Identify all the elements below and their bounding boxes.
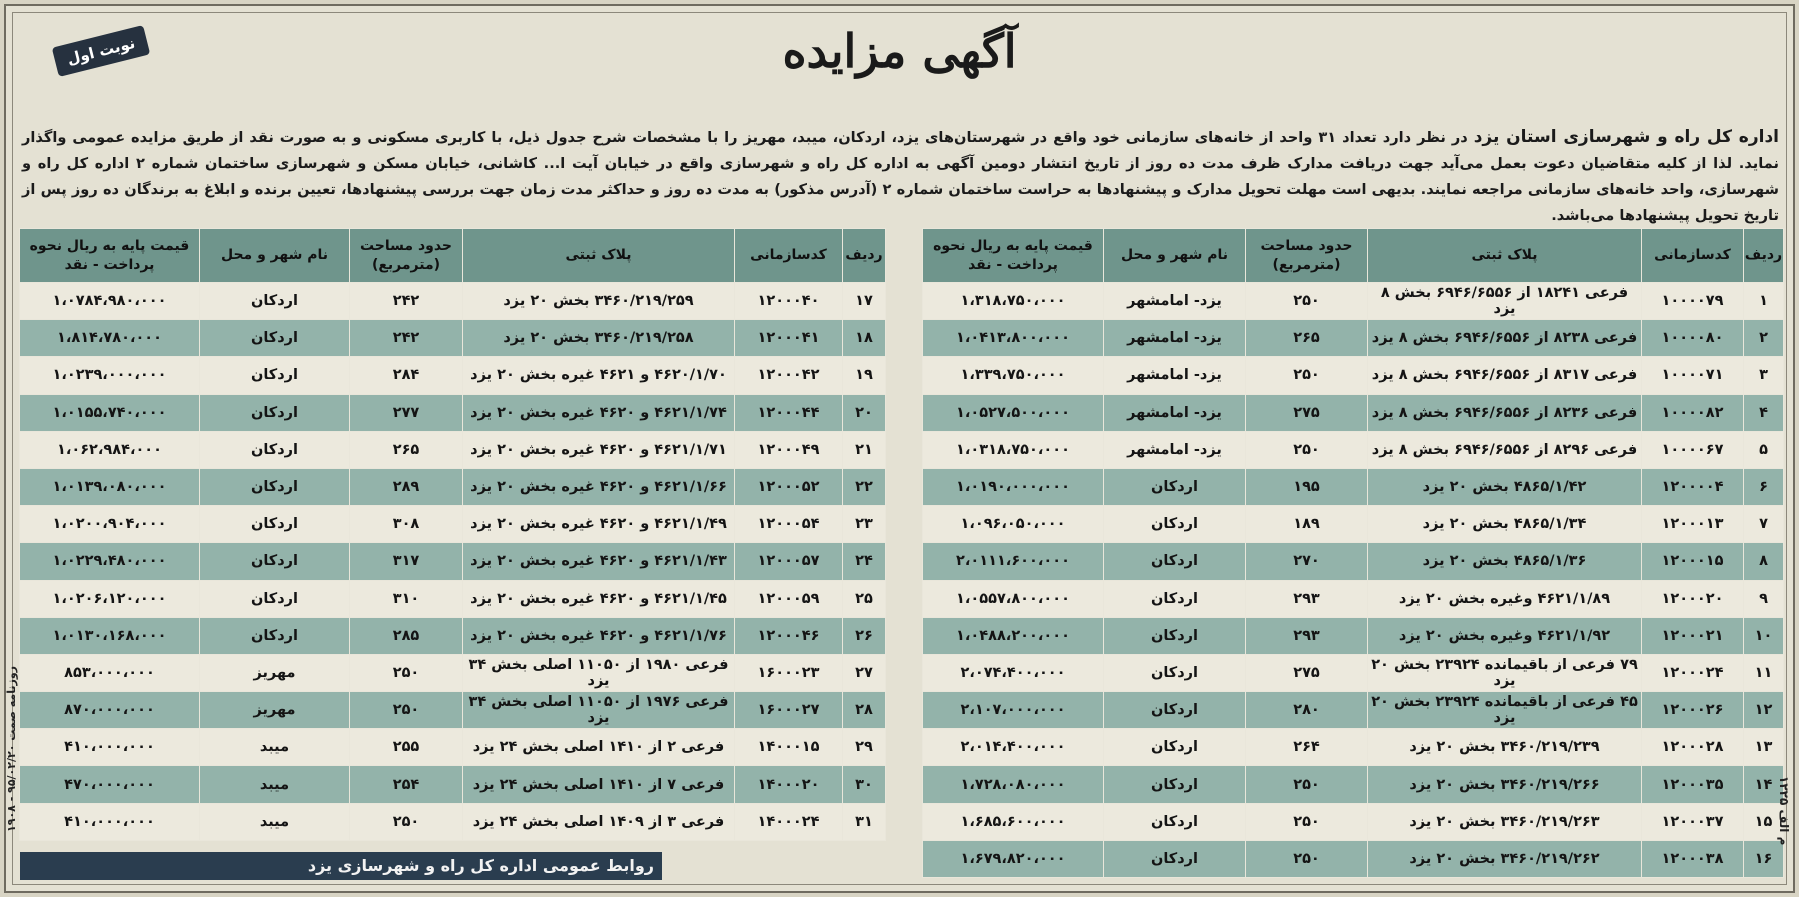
row-number-cell: ۹ xyxy=(1744,580,1784,617)
area-cell: ۲۵۰ xyxy=(350,654,463,691)
header-code: کدسازمانی xyxy=(735,229,843,283)
table-row xyxy=(20,394,886,431)
area-cell: ۲۶۴ xyxy=(1246,729,1368,766)
price-cell: ۸۵۳،۰۰۰،۰۰۰ xyxy=(20,654,200,691)
table-row xyxy=(923,617,1784,654)
organization-name: اداره کل راه و شهرسازی استان یزد xyxy=(1473,127,1779,147)
row-number-cell: ۱۴ xyxy=(1744,766,1784,803)
plate-cell: فرعی ۲ از ۱۴۱۰ اصلی بخش ۲۴ یزد xyxy=(463,729,735,766)
table-row xyxy=(923,468,1784,505)
price-cell: ۴۷۰،۰۰۰،۰۰۰ xyxy=(20,766,200,803)
code-cell: ۱۲۰۰۰۲۱ xyxy=(1642,617,1744,654)
city-cell: اردکان xyxy=(1104,692,1246,729)
plate-cell: فرعی ۳ از ۱۴۰۹ اصلی بخش ۲۴ یزد xyxy=(463,803,735,840)
price-cell: ۱،۰۵۲۷،۵۰۰،۰۰۰ xyxy=(923,394,1104,431)
row-number-cell: ۲ xyxy=(1744,320,1784,357)
row-number-cell: ۱۶ xyxy=(1744,840,1784,877)
code-cell: ۱۲۰۰۰۳۸ xyxy=(1642,840,1744,877)
price-cell: ۱،۰۳۱۸،۷۵۰،۰۰۰ xyxy=(923,431,1104,468)
plate-cell: ۴۶۲۱/۱/۷۶ و ۴۶۲۰ غیره بخش ۲۰ یزد xyxy=(463,617,735,654)
table-row xyxy=(20,692,886,729)
price-cell: ۲،۰۱۴،۴۰۰،۰۰۰ xyxy=(923,729,1104,766)
table-row xyxy=(923,543,1784,580)
price-cell: ۱،۰۴۱۳،۸۰۰،۰۰۰ xyxy=(923,320,1104,357)
city-cell: اردکان xyxy=(200,431,350,468)
plate-cell: ۳۴۶۰/۲۱۹/۲۳۹ بخش ۲۰ یزد xyxy=(1368,729,1642,766)
city-cell: اردکان xyxy=(200,543,350,580)
row-number-cell: ۴ xyxy=(1744,394,1784,431)
table-row xyxy=(20,617,886,654)
city-cell: اردکان xyxy=(1104,468,1246,505)
row-number-cell: ۱۳ xyxy=(1744,729,1784,766)
row-number-cell: ۵ xyxy=(1744,431,1784,468)
area-cell: ۳۱۷ xyxy=(350,543,463,580)
city-cell: اردکان xyxy=(1104,803,1246,840)
code-cell: ۱۲۰۰۰۵۹ xyxy=(735,580,843,617)
code-cell: ۱۴۰۰۰۲۴ xyxy=(735,803,843,840)
city-cell: میبد xyxy=(200,803,350,840)
city-cell: اردکان xyxy=(1104,729,1246,766)
code-cell: ۱۲۰۰۰۲۸ xyxy=(1642,729,1744,766)
code-cell: ۱۲۰۰۰۳۷ xyxy=(1642,803,1744,840)
code-cell: ۱۲۰۰۰۴۶ xyxy=(735,617,843,654)
table-row xyxy=(923,431,1784,468)
plate-cell: ۴۶۲۱/۱/۴۹ و ۴۶۲۰ غیره بخش ۲۰ یزد xyxy=(463,506,735,543)
code-cell: ۱۰۰۰۰۷۱ xyxy=(1642,357,1744,394)
code-cell: ۱۲۰۰۰۴۲ xyxy=(735,357,843,394)
code-cell: ۱۲۰۰۰۵۷ xyxy=(735,543,843,580)
area-cell: ۲۵۰ xyxy=(1246,803,1368,840)
plate-cell: ۳۴۶۰/۲۱۹/۲۶۶ بخش ۲۰ یزد xyxy=(1368,766,1642,803)
row-number-cell: ۷ xyxy=(1744,506,1784,543)
signature-bar: روابط عمومی اداره کل راه و شهرسازی یزد xyxy=(20,852,662,880)
header-city: نام شهر و محل xyxy=(200,229,350,283)
city-cell: اردکان xyxy=(200,320,350,357)
plate-cell: ۴۶۲۱/۱/۴۳ و ۴۶۲۰ غیره بخش ۲۰ یزد xyxy=(463,543,735,580)
area-cell: ۲۵۰ xyxy=(1246,283,1368,320)
area-cell: ۲۷۵ xyxy=(1246,394,1368,431)
code-cell: ۱۰۰۰۰۶۷ xyxy=(1642,431,1744,468)
plate-cell: ۳۴۶۰/۲۱۹/۲۶۲ بخش ۲۰ یزد xyxy=(1368,840,1642,877)
code-cell: ۱۲۰۰۰۲۰ xyxy=(1642,580,1744,617)
table-header-row xyxy=(923,229,1784,283)
row-number-cell: ۲۲ xyxy=(843,468,886,505)
plate-cell: ۷۹ فرعی از باقیمانده ۲۳۹۲۴ بخش ۲۰ یزد xyxy=(1368,654,1642,691)
table-row xyxy=(923,506,1784,543)
plate-cell: فرعی ۱۹۷۶ از ۱۱۰۵۰ اصلی بخش ۳۴ یزد xyxy=(463,692,735,729)
ad-title: آگهی مزایده xyxy=(782,24,1017,78)
plate-cell: ۴۵ فرعی از باقیمانده ۲۳۹۲۴ بخش ۲۰ یزد xyxy=(1368,692,1642,729)
plate-cell: فرعی ۱۸۲۴۱ از ۶۹۴۶/۶۵۵۶ بخش ۸ یزد xyxy=(1368,283,1642,320)
area-cell: ۲۸۵ xyxy=(350,617,463,654)
area-cell: ۳۰۸ xyxy=(350,506,463,543)
city-cell: اردکان xyxy=(1104,543,1246,580)
newspaper-stamp: روزنامه صمت ۹۵/۰۲/۲۰ - ۱۹۰۸ xyxy=(5,666,18,832)
header-code: کدسازمانی xyxy=(1642,229,1744,283)
area-cell: ۲۶۵ xyxy=(350,431,463,468)
table-row xyxy=(923,840,1784,877)
intro-paragraph xyxy=(22,124,1779,229)
row-number-cell: ۳ xyxy=(1744,357,1784,394)
price-cell: ۱،۰۱۹۰،۰۰۰،۰۰۰ xyxy=(923,468,1104,505)
edition-badge: نوبت اول xyxy=(52,25,150,77)
area-cell: ۲۷۰ xyxy=(1246,543,1368,580)
city-cell: اردکان xyxy=(1104,766,1246,803)
table-right xyxy=(923,228,1784,878)
plate-cell: فرعی ۸۲۳۶ از ۶۹۴۶/۶۵۵۶ بخش ۸ یزد xyxy=(1368,394,1642,431)
code-cell: ۱۲۰۰۰۴۰ xyxy=(735,283,843,320)
area-cell: ۲۴۲ xyxy=(350,320,463,357)
table-row xyxy=(923,580,1784,617)
price-cell: ۴۱۰،۰۰۰،۰۰۰ xyxy=(20,729,200,766)
price-cell: ۱،۳۱۸،۷۵۰،۰۰۰ xyxy=(923,283,1104,320)
table-row xyxy=(20,320,886,357)
city-cell: اردکان xyxy=(200,357,350,394)
city-cell: یزد- امامشهر xyxy=(1104,394,1246,431)
city-cell: اردکان xyxy=(200,468,350,505)
properties-table-1 xyxy=(922,228,1784,878)
plate-cell: ۴۶۲۰/۱/۷۰ و ۴۶۲۱ غیره بخش ۲۰ یزد xyxy=(463,357,735,394)
table-row xyxy=(923,729,1784,766)
row-number-cell: ۲۱ xyxy=(843,431,886,468)
city-cell: اردکان xyxy=(1104,654,1246,691)
area-cell: ۲۵۰ xyxy=(1246,766,1368,803)
header-plate: پلاک ثبتی xyxy=(1368,229,1642,283)
price-cell: ۱،۰۲۰۶،۱۲۰،۰۰۰ xyxy=(20,580,200,617)
plate-cell: فرعی ۷ از ۱۴۱۰ اصلی بخش ۲۴ یزد xyxy=(463,766,735,803)
row-number-cell: ۱۲ xyxy=(1744,692,1784,729)
plate-cell: ۴۶۲۱/۱/۷۴ و ۴۶۲۰ غیره بخش ۲۰ یزد xyxy=(463,394,735,431)
table-row xyxy=(923,394,1784,431)
city-cell: میبد xyxy=(200,766,350,803)
table-row xyxy=(20,357,886,394)
plate-cell: ۴۸۶۵/۱/۴۲ بخش ۲۰ یزد xyxy=(1368,468,1642,505)
plate-cell: فرعی ۸۲۳۸ از ۶۹۴۶/۶۵۵۶ بخش ۸ یزد xyxy=(1368,320,1642,357)
area-cell: ۲۴۲ xyxy=(350,283,463,320)
row-number-cell: ۲۸ xyxy=(843,692,886,729)
row-number-cell: ۱ xyxy=(1744,283,1784,320)
code-cell: ۱۲۰۰۰۲۴ xyxy=(1642,654,1744,691)
code-cell: ۱۲۰۰۰۲۶ xyxy=(1642,692,1744,729)
price-cell: ۱،۰۲۳۹،۰۰۰،۰۰۰ xyxy=(20,357,200,394)
area-cell: ۲۸۹ xyxy=(350,468,463,505)
ad-code: م الف ۱۲۲۵ xyxy=(1777,776,1791,846)
ad-page xyxy=(4,4,1795,893)
table-row xyxy=(923,803,1784,840)
table-left xyxy=(20,228,886,841)
city-cell: یزد- امامشهر xyxy=(1104,431,1246,468)
plate-cell: ۳۴۶۰/۲۱۹/۲۵۸ بخش ۲۰ یزد xyxy=(463,320,735,357)
city-cell: اردکان xyxy=(200,580,350,617)
row-number-cell: ۱۸ xyxy=(843,320,886,357)
header-city: نام شهر و محل xyxy=(1104,229,1246,283)
city-cell: مهریز xyxy=(200,692,350,729)
plate-cell: ۴۶۲۱/۱/۹۲ وغیره بخش ۲۰ یزد xyxy=(1368,617,1642,654)
area-cell: ۲۷۷ xyxy=(350,394,463,431)
area-cell: ۲۵۰ xyxy=(1246,431,1368,468)
code-cell: ۱۴۰۰۰۱۵ xyxy=(735,729,843,766)
city-cell: اردکان xyxy=(200,506,350,543)
plate-cell: فرعی ۸۳۱۷ از ۶۹۴۶/۶۵۵۶ بخش ۸ یزد xyxy=(1368,357,1642,394)
code-cell: ۱۲۰۰۰۳۵ xyxy=(1642,766,1744,803)
code-cell: ۱۲۰۰۰۵۲ xyxy=(735,468,843,505)
table-row xyxy=(20,506,886,543)
table-row xyxy=(20,431,886,468)
plate-cell: فرعی ۱۹۸۰ از ۱۱۰۵۰ اصلی بخش ۳۴ یزد xyxy=(463,654,735,691)
code-cell: ۱۲۰۰۰۱۵ xyxy=(1642,543,1744,580)
code-cell: ۱۲۰۰۰۰۴ xyxy=(1642,468,1744,505)
table-row xyxy=(20,580,886,617)
row-number-cell: ۶ xyxy=(1744,468,1784,505)
code-cell: ۱۶۰۰۰۲۳ xyxy=(735,654,843,691)
city-cell: اردکان xyxy=(1104,506,1246,543)
price-cell: ۱،۰۷۸۴،۹۸۰،۰۰۰ xyxy=(20,283,200,320)
city-cell: یزد- امامشهر xyxy=(1104,357,1246,394)
plate-cell: ۴۶۲۱/۱/۶۶ و ۴۶۲۰ غیره بخش ۲۰ یزد xyxy=(463,468,735,505)
price-cell: ۱،۳۳۹،۷۵۰،۰۰۰ xyxy=(923,357,1104,394)
code-cell: ۱۲۰۰۰۴۱ xyxy=(735,320,843,357)
city-cell: اردکان xyxy=(1104,617,1246,654)
plate-cell: ۴۶۲۱/۱/۸۹ وغیره بخش ۲۰ یزد xyxy=(1368,580,1642,617)
row-number-cell: ۲۷ xyxy=(843,654,886,691)
code-cell: ۱۲۰۰۰۴۹ xyxy=(735,431,843,468)
price-cell: ۱،۶۸۵،۶۰۰،۰۰۰ xyxy=(923,803,1104,840)
price-cell: ۸۷۰،۰۰۰،۰۰۰ xyxy=(20,692,200,729)
plate-cell: ۴۶۲۱/۱/۷۱ و ۴۶۲۰ غیره بخش ۲۰ یزد xyxy=(463,431,735,468)
plate-cell: فرعی ۸۲۹۶ از ۶۹۴۶/۶۵۵۶ بخش ۸ یزد xyxy=(1368,431,1642,468)
row-number-cell: ۲۵ xyxy=(843,580,886,617)
row-number-cell: ۱۰ xyxy=(1744,617,1784,654)
row-number-cell: ۲۹ xyxy=(843,729,886,766)
code-cell: ۱۶۰۰۰۲۷ xyxy=(735,692,843,729)
price-cell: ۱،۶۷۹،۸۲۰،۰۰۰ xyxy=(923,840,1104,877)
area-cell: ۲۹۳ xyxy=(1246,580,1368,617)
row-number-cell: ۳۱ xyxy=(843,803,886,840)
table-header-row xyxy=(20,229,886,283)
price-cell: ۲،۰۷۴،۴۰۰،۰۰۰ xyxy=(923,654,1104,691)
area-cell: ۲۸۰ xyxy=(1246,692,1368,729)
code-cell: ۱۰۰۰۰۸۰ xyxy=(1642,320,1744,357)
plate-cell: ۳۴۶۰/۲۱۹/۲۶۳ بخش ۲۰ یزد xyxy=(1368,803,1642,840)
header-price: قیمت پایه به ریال نحوه پرداخت - نقد xyxy=(923,229,1104,283)
city-cell: یزد- امامشهر xyxy=(1104,320,1246,357)
plate-cell: ۴۸۶۵/۱/۳۶ بخش ۲۰ یزد xyxy=(1368,543,1642,580)
header-plate: پلاک ثبتی xyxy=(463,229,735,283)
area-cell: ۲۵۰ xyxy=(350,803,463,840)
price-cell: ۱،۰۱۳۰،۱۶۸،۰۰۰ xyxy=(20,617,200,654)
price-cell: ۱،۰۶۲،۹۸۴،۰۰۰ xyxy=(20,431,200,468)
table-row xyxy=(923,320,1784,357)
properties-table-2 xyxy=(19,228,886,841)
code-cell: ۱۲۰۰۰۴۴ xyxy=(735,394,843,431)
row-number-cell: ۲۳ xyxy=(843,506,886,543)
table-row xyxy=(20,283,886,320)
row-number-cell: ۱۹ xyxy=(843,357,886,394)
price-cell: ۴۱۰،۰۰۰،۰۰۰ xyxy=(20,803,200,840)
code-cell: ۱۲۰۰۰۱۳ xyxy=(1642,506,1744,543)
area-cell: ۲۶۵ xyxy=(1246,320,1368,357)
city-cell: یزد- امامشهر xyxy=(1104,283,1246,320)
price-cell: ۲،۱۰۷،۰۰۰،۰۰۰ xyxy=(923,692,1104,729)
plate-cell: ۴۸۶۵/۱/۳۴ بخش ۲۰ یزد xyxy=(1368,506,1642,543)
plate-cell: ۴۶۲۱/۱/۴۵ و ۴۶۲۰ غیره بخش ۲۰ یزد xyxy=(463,580,735,617)
row-number-cell: ۸ xyxy=(1744,543,1784,580)
table-row xyxy=(923,654,1784,691)
table-row xyxy=(20,766,886,803)
header-row-number: ردیف xyxy=(1744,229,1784,283)
table-row xyxy=(923,357,1784,394)
area-cell: ۲۵۵ xyxy=(350,729,463,766)
price-cell: ۱،۰۱۵۵،۷۴۰،۰۰۰ xyxy=(20,394,200,431)
table-row xyxy=(20,468,886,505)
city-cell: مهریز xyxy=(200,654,350,691)
price-cell: ۱،۰۲۰۰،۹۰۴،۰۰۰ xyxy=(20,506,200,543)
city-cell: اردکان xyxy=(200,394,350,431)
row-number-cell: ۲۶ xyxy=(843,617,886,654)
row-number-cell: ۱۱ xyxy=(1744,654,1784,691)
city-cell: اردکان xyxy=(1104,580,1246,617)
row-number-cell: ۲۰ xyxy=(843,394,886,431)
plate-cell: ۳۴۶۰/۲۱۹/۲۵۹ بخش ۲۰ یزد xyxy=(463,283,735,320)
code-cell: ۱۴۰۰۰۲۰ xyxy=(735,766,843,803)
row-number-cell: ۱۷ xyxy=(843,283,886,320)
header-price: قیمت پایه به ریال نحوه پرداخت - نقد xyxy=(20,229,200,283)
table-row xyxy=(20,729,886,766)
table-row xyxy=(20,543,886,580)
area-cell: ۲۵۰ xyxy=(1246,840,1368,877)
header-row-number: ردیف xyxy=(843,229,886,283)
city-cell: اردکان xyxy=(200,283,350,320)
code-cell: ۱۲۰۰۰۵۴ xyxy=(735,506,843,543)
code-cell: ۱۰۰۰۰۷۹ xyxy=(1642,283,1744,320)
table-row xyxy=(923,692,1784,729)
header-area: حدود مساحت (مترمربع) xyxy=(350,229,463,283)
area-cell: ۱۹۵ xyxy=(1246,468,1368,505)
code-cell: ۱۰۰۰۰۸۲ xyxy=(1642,394,1744,431)
price-cell: ۱،۷۲۸،۰۸۰،۰۰۰ xyxy=(923,766,1104,803)
city-cell: اردکان xyxy=(200,617,350,654)
area-cell: ۲۷۵ xyxy=(1246,654,1368,691)
price-cell: ۱،۰۴۸۸،۲۰۰،۰۰۰ xyxy=(923,617,1104,654)
table-row xyxy=(923,766,1784,803)
price-cell: ۱،۸۱۴،۷۸۰،۰۰۰ xyxy=(20,320,200,357)
area-cell: ۳۱۰ xyxy=(350,580,463,617)
area-cell: ۲۵۰ xyxy=(350,692,463,729)
intro-text: در نظر دارد تعداد ۳۱ واحد از خانه‌های سازمانی خود واقع در شهرستان‌های یزد، اردکان، میبد، مهریز را با مشخصات شرح جدول ذیل، با کاربری مسکونی و به صورت نقد از طریق مزایده عمومی واگذار نماید. لذا از کلیه متقاضیان دعوت بعمل می‌آید جهت دریافت مدارک ظرف مدت ده روز از تاریخ انتشار دومین آگهی به اداره کل راه و شهرسازی واقع در خیابان آیت ا... کاشانی، خیابان مسکن و شهرسازی ساختمان شماره ۲ اداره کل راه و شهرسازی، واحد خانه‌های سازمانی مراجعه نمایند. بدیهی است مهلت تحویل مدارک و پیشنهادها به حراست ساختمان شماره ۲ (آدرس مذکور) به مدت ده روز و حداکثر مدت زمان جهت بررسی پیشنهادها، تعیین برنده و ابلاغ به برندگان ده روز پس از تاریخ تحویل پیشنهادها می‌باشد. xyxy=(22,129,1780,224)
area-cell: ۲۹۳ xyxy=(1246,617,1368,654)
price-cell: ۱،۰۱۳۹،۰۸۰،۰۰۰ xyxy=(20,468,200,505)
row-number-cell: ۲۴ xyxy=(843,543,886,580)
header-area: حدود مساحت (مترمربع) xyxy=(1246,229,1368,283)
area-cell: ۱۸۹ xyxy=(1246,506,1368,543)
price-cell: ۱،۰۲۲۹،۴۸۰،۰۰۰ xyxy=(20,543,200,580)
table-row xyxy=(923,283,1784,320)
price-cell: ۱،۰۹۶،۰۵۰،۰۰۰ xyxy=(923,506,1104,543)
table-row xyxy=(20,654,886,691)
price-cell: ۱،۰۵۵۷،۸۰۰،۰۰۰ xyxy=(923,580,1104,617)
row-number-cell: ۱۵ xyxy=(1744,803,1784,840)
price-cell: ۲،۰۱۱۱،۶۰۰،۰۰۰ xyxy=(923,543,1104,580)
city-cell: میبد xyxy=(200,729,350,766)
area-cell: ۲۵۰ xyxy=(1246,357,1368,394)
row-number-cell: ۳۰ xyxy=(843,766,886,803)
area-cell: ۲۸۴ xyxy=(350,357,463,394)
area-cell: ۲۵۴ xyxy=(350,766,463,803)
table-row xyxy=(20,803,886,840)
city-cell: اردکان xyxy=(1104,840,1246,877)
